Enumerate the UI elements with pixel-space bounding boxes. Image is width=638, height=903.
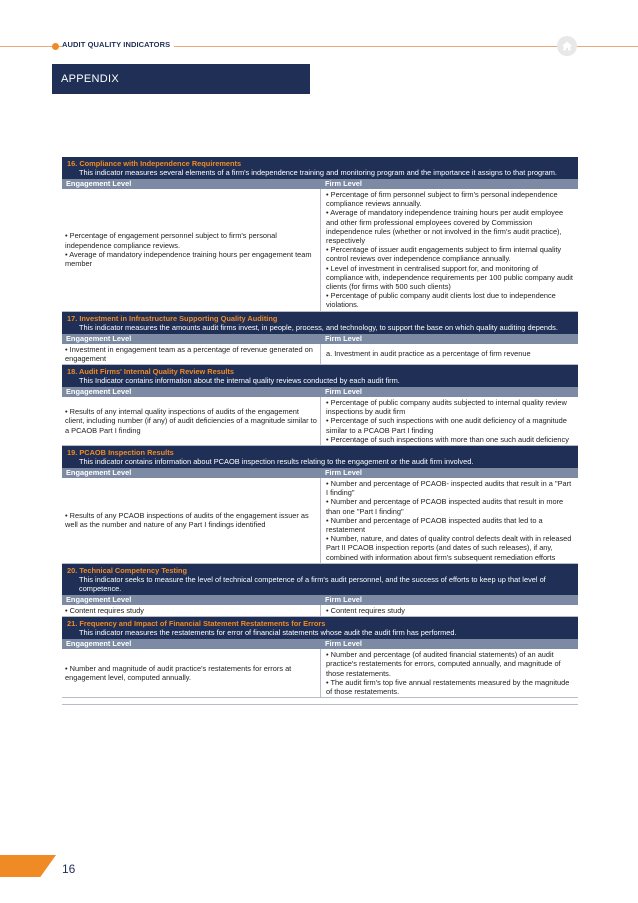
section-title: 17. Investment in Infrastructure Supporting Quality Auditing — [67, 313, 278, 323]
section-header — [62, 365, 578, 387]
list-item: • Number and magnitude of audit practice's restatements for errors at engagement level, computed annually. — [65, 663, 292, 683]
column-header-row — [62, 387, 578, 397]
list-item: • Percentage of issuer audit engagements subject to firm internal quality control reviews over independence compliance annually. — [326, 245, 562, 264]
column-header-firm: Firm Level — [325, 387, 362, 397]
list-item: • Content requires study — [65, 605, 144, 615]
firm-cell — [321, 344, 578, 364]
section-description: This indicator measures several elements of a firm's independence training and monitoring program and the importance it assigns to that program. — [79, 168, 557, 177]
list-item: • Number, nature, and dates of quality control defects dealt with in released Part II PCAOB inspection reports (and dates of such releases), if any, combined with information about firm's subsequent remediation efforts — [326, 534, 572, 562]
column-header-engagement: Engagement Level — [66, 179, 132, 188]
column-header-firm: Firm Level — [325, 179, 362, 188]
firm-cell — [321, 189, 578, 311]
table-row — [62, 344, 578, 365]
section-header — [62, 564, 578, 595]
firm-cell — [321, 649, 578, 697]
list-item: • Investment in engagement team as a percentage of revenue generated on engagement — [65, 344, 313, 363]
section-title: 19. PCAOB Inspection Results — [67, 448, 174, 458]
list-item: • Average of mandatory independence training hours per audit employee and other firm professional employees covered by Commission independence rules (whether or not involved in the firm's audit practice), respectively — [326, 208, 564, 246]
column-header-row — [62, 595, 578, 605]
list-item: • Average of mandatory independence training hours per engagement team member — [65, 249, 312, 269]
section-description: This indicator measures the amounts audit firms invest, in people, process, and technology, to support the base on which quality auditing depends. — [79, 322, 558, 332]
appendix-title: APPENDIX — [61, 73, 120, 85]
engagement-cell — [62, 478, 321, 563]
list-item: • Percentage of public company audits subjected to internal quality review inspections by audit firm — [326, 398, 567, 417]
section-header — [62, 312, 578, 334]
list-item: • Level of investment in centralised support for, and monitoring of compliance with, independence requirements per 100 public company audit clients (for firms with 500 such clients) — [326, 263, 573, 292]
list-item: • Results of any internal quality inspections of audits of the engagement client, including number (if any) of audit deficiencies of a magnitude similar to a PCAOB Part I finding — [65, 407, 317, 435]
column-header-row — [62, 334, 578, 344]
column-header-firm: Firm Level — [325, 333, 362, 343]
section-title: 16. Compliance with Independence Requirements — [67, 159, 242, 168]
table-row — [62, 189, 578, 312]
list-item: • Number and percentage of PCAOB- inspected audits that result in a "Part I finding" — [326, 479, 572, 498]
firm-cell — [321, 478, 578, 563]
list-item: • The audit firm's top five annual restatements measured by the magnitude of those restatements. — [326, 677, 570, 696]
list-item: • Content requires study — [326, 605, 405, 615]
column-header-row — [62, 468, 578, 478]
column-header-row — [62, 179, 578, 189]
list-item: • Percentage of public company audit clients lost due to independence violations. — [326, 291, 556, 310]
firm-cell — [321, 397, 578, 445]
list-item: • Results of any PCAOB inspections of audits of the engagement issuer as well as the number and nature of any Part I findings identified — [65, 511, 309, 530]
column-header-engagement: Engagement Level — [66, 594, 132, 604]
column-header-engagement: Engagement Level — [66, 333, 132, 343]
section-description: This Indicator contains information about the internal quality reviews conducted by each audit firm. — [79, 376, 400, 386]
header-label: AUDIT QUALITY INDICATORS — [62, 40, 174, 49]
list-item: • Number and percentage of PCAOB inspected audits that result in more than one "Part I finding" — [326, 497, 564, 516]
section-title: 20. Technical Competency Testing — [67, 565, 188, 575]
list-item: • Percentage of firm personnel subject to firm's personal independence compliance reviews annually. — [326, 190, 558, 209]
engagement-cell — [62, 344, 321, 364]
table-row — [62, 605, 578, 617]
engagement-cell — [62, 189, 321, 311]
column-header-engagement: Engagement Level — [66, 639, 132, 649]
list-item: • Number and percentage of PCAOB inspected audits that led to a restatement — [326, 515, 543, 535]
table-row — [62, 478, 578, 564]
list-item: • Number and percentage (of audited financial statements) of an audit practice's restatements for errors, computed annually, and magnitude of those restatements. — [326, 650, 561, 678]
column-header-firm: Firm Level — [325, 639, 362, 649]
section-header — [62, 157, 578, 179]
column-header-row — [62, 639, 578, 649]
list-item: • Percentage of such inspections with one audit deficiency of a magnitude similar to a PCAOB Part I finding — [326, 416, 567, 435]
section-title: 18. Audit Firms' Internal Quality Review Results — [67, 367, 234, 377]
section-description: This indicator measures the restatements for error of financial statements whose audit the audit firm has performed. — [79, 628, 457, 638]
table-row — [62, 397, 578, 446]
running-header — [0, 36, 638, 56]
column-header-firm: Firm Level — [325, 468, 362, 478]
column-header-engagement: Engagement Level — [66, 387, 132, 397]
list-item: • Percentage of such inspections with more than one such audit deficiency — [326, 434, 569, 444]
page-tab — [0, 855, 56, 877]
column-header-firm: Firm Level — [325, 594, 362, 604]
engagement-cell — [62, 605, 321, 616]
home-icon-glyph — [561, 40, 573, 52]
list-item: a. Investment in audit practice as a percentage of firm revenue — [326, 349, 531, 359]
section-header — [62, 446, 578, 468]
header-dot — [52, 43, 59, 50]
home-icon[interactable] — [557, 36, 577, 56]
list-item: • Percentage of engagement personnel subject to firm's personal independence compliance reviews. — [65, 231, 277, 250]
engagement-cell — [62, 397, 321, 445]
column-header-engagement: Engagement Level — [66, 468, 132, 478]
indicator-table — [62, 157, 578, 705]
section-header — [62, 617, 578, 639]
section-title: 21. Frequency and Impact of Financial Statement Restatements for Errors — [67, 619, 326, 629]
appendix-banner — [52, 64, 310, 94]
table-row — [62, 649, 578, 698]
firm-cell — [321, 605, 578, 616]
engagement-cell — [62, 649, 321, 697]
section-description: This indicator seeks to measure the level of technical competence of a firm's audit personnel, and the success of efforts to keep up that level of competence. — [79, 574, 546, 593]
page-number: 16 — [62, 862, 76, 876]
table-end-rule — [62, 704, 578, 705]
section-description: This indicator contains information about PCAOB inspection results relating to the engagement or the audit firm involved. — [79, 457, 474, 467]
